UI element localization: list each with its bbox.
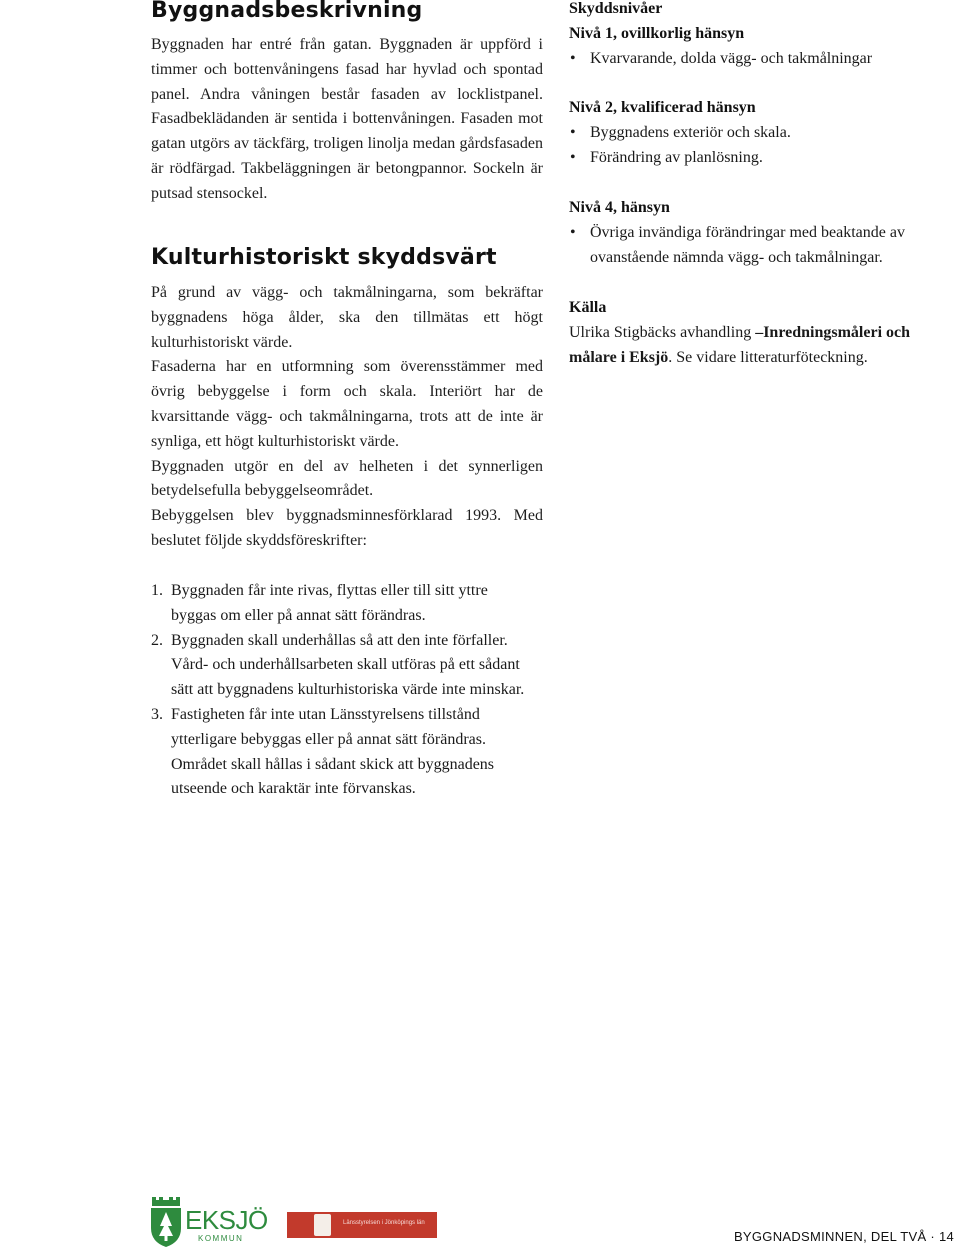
cultural-value-paragraph: Fasaderna har en utformning som överensstämmer med övrig bebyggelse i form och skala. Interiört har de kvarsittande vägg- och takmålningarna, trots att de inte är synliga, ett högt kulturhistoriskt värde. [151,358,543,450]
lansstyrelse-logo-text: Länsstyrelsen i Jönköpings län [343,1220,425,1226]
source-section [569,296,960,370]
eksjo-crest-icon [148,1196,184,1248]
level-2-section [569,96,960,170]
source-suffix: . Se vidare litteraturföteckning. [668,348,868,366]
level-4-section [569,196,960,270]
level-item: • Byggnadens exteriör och skala. [569,121,960,146]
level-item: • Övriga invändiga förändringar med beaktande av ovanstående nämnda vägg- och takmålningar. [569,221,960,271]
source-title: –Inredningsmåleri och målare i Eksjö [569,323,911,366]
cultural-value-body [151,281,543,554]
eksjo-logo-text: EKSJÖ [185,1205,268,1235]
protection-rule [151,579,531,629]
rule-text: Byggnaden skall underhållas så att den inte förfaller. Vård- och underhållsarbeten skall utföras på ett sådant sätt att byggnadens kulturhistoriska värde inte minskar. [171,631,525,699]
source-heading: Källa [569,299,607,316]
rule-number: 1. [151,582,163,599]
source-text [569,321,960,371]
lansstyrelse-seal-icon [314,1214,331,1236]
protection-rules-list [151,579,531,802]
cultural-value-paragraph: Byggnaden utgör en del av helheten i det synnerligen betydelsefulla bebyggelseområdet. [151,457,543,500]
protection-levels-heading: Skyddsnivåer [569,0,663,17]
rule-text: Byggnaden får inte rivas, flyttas eller till sitt yttre byggas om eller på annat sätt förändras. [171,582,488,624]
rule-text: Fastigheten får inte utan Länsstyrelsens tillstånd ytterligare bebyggas eller på annat sätt förändras. Området skall hållas i sådant skick att byggnadens utseende och karaktär inte förvanskas. [171,705,495,798]
level-items [569,121,960,171]
protection-rule [151,629,531,703]
kommun-logo-text: KOMMUN [198,1234,244,1243]
protection-rule [151,703,531,802]
level-items [569,221,960,271]
level-item: • Förändring av planlösning. [569,146,960,171]
level-title: Nivå 4, hänsyn [569,199,670,216]
page-footer-label: BYGGNADSMINNEN, DEL TVÅ · 14 [733,1229,954,1244]
cultural-value-paragraph: Bebyggelsen blev byggnadsminnesförklarad 1993. Med beslutet följde skyddsföreskrifter: [151,507,543,549]
building-description-text-block [151,33,543,207]
cultural-value-heading: Kulturhistoriskt skyddsvärt [151,245,497,270]
rule-number: 3. [151,705,163,723]
rule-number: 2. [151,631,163,649]
level-items [569,47,960,72]
level-title: Nivå 1, ovillkorlig hänsyn [569,24,745,42]
building-description-text: Byggnaden har entré från gatan. Byggnaden är uppförd i timmer och bottenvåningens fasad har hyvlad och spontad panel. Andra våningen består fasaden av locklistpanel. Fasadbeklädanden är sentida i bottenvåningen. Fasaden mot gatan utgörs av täckfärg, troligen linolja medan gårdsfasaden är rödfärgad. Takbeläggningen är betongpannor. Sockeln är putsad stensockel. [151,36,543,202]
cultural-value-paragraph: På grund av vägg- och takmålningarna, som bekräftar byggnadens höga ålder, ska den tillmätas ett högt kulturhistoriskt värde. [151,284,543,351]
level-item: • Kvarvarande, dolda vägg- och takmålningar [569,47,960,72]
level-title: Nivå 2, kvalificerad hänsyn [569,99,756,116]
protection-levels-section [569,0,960,71]
source-author: Ulrika Stigbäcks avhandling [569,323,756,341]
building-description-heading: Byggnadsbeskrivning [151,0,423,23]
lansstyrelse-logo [287,1212,437,1238]
